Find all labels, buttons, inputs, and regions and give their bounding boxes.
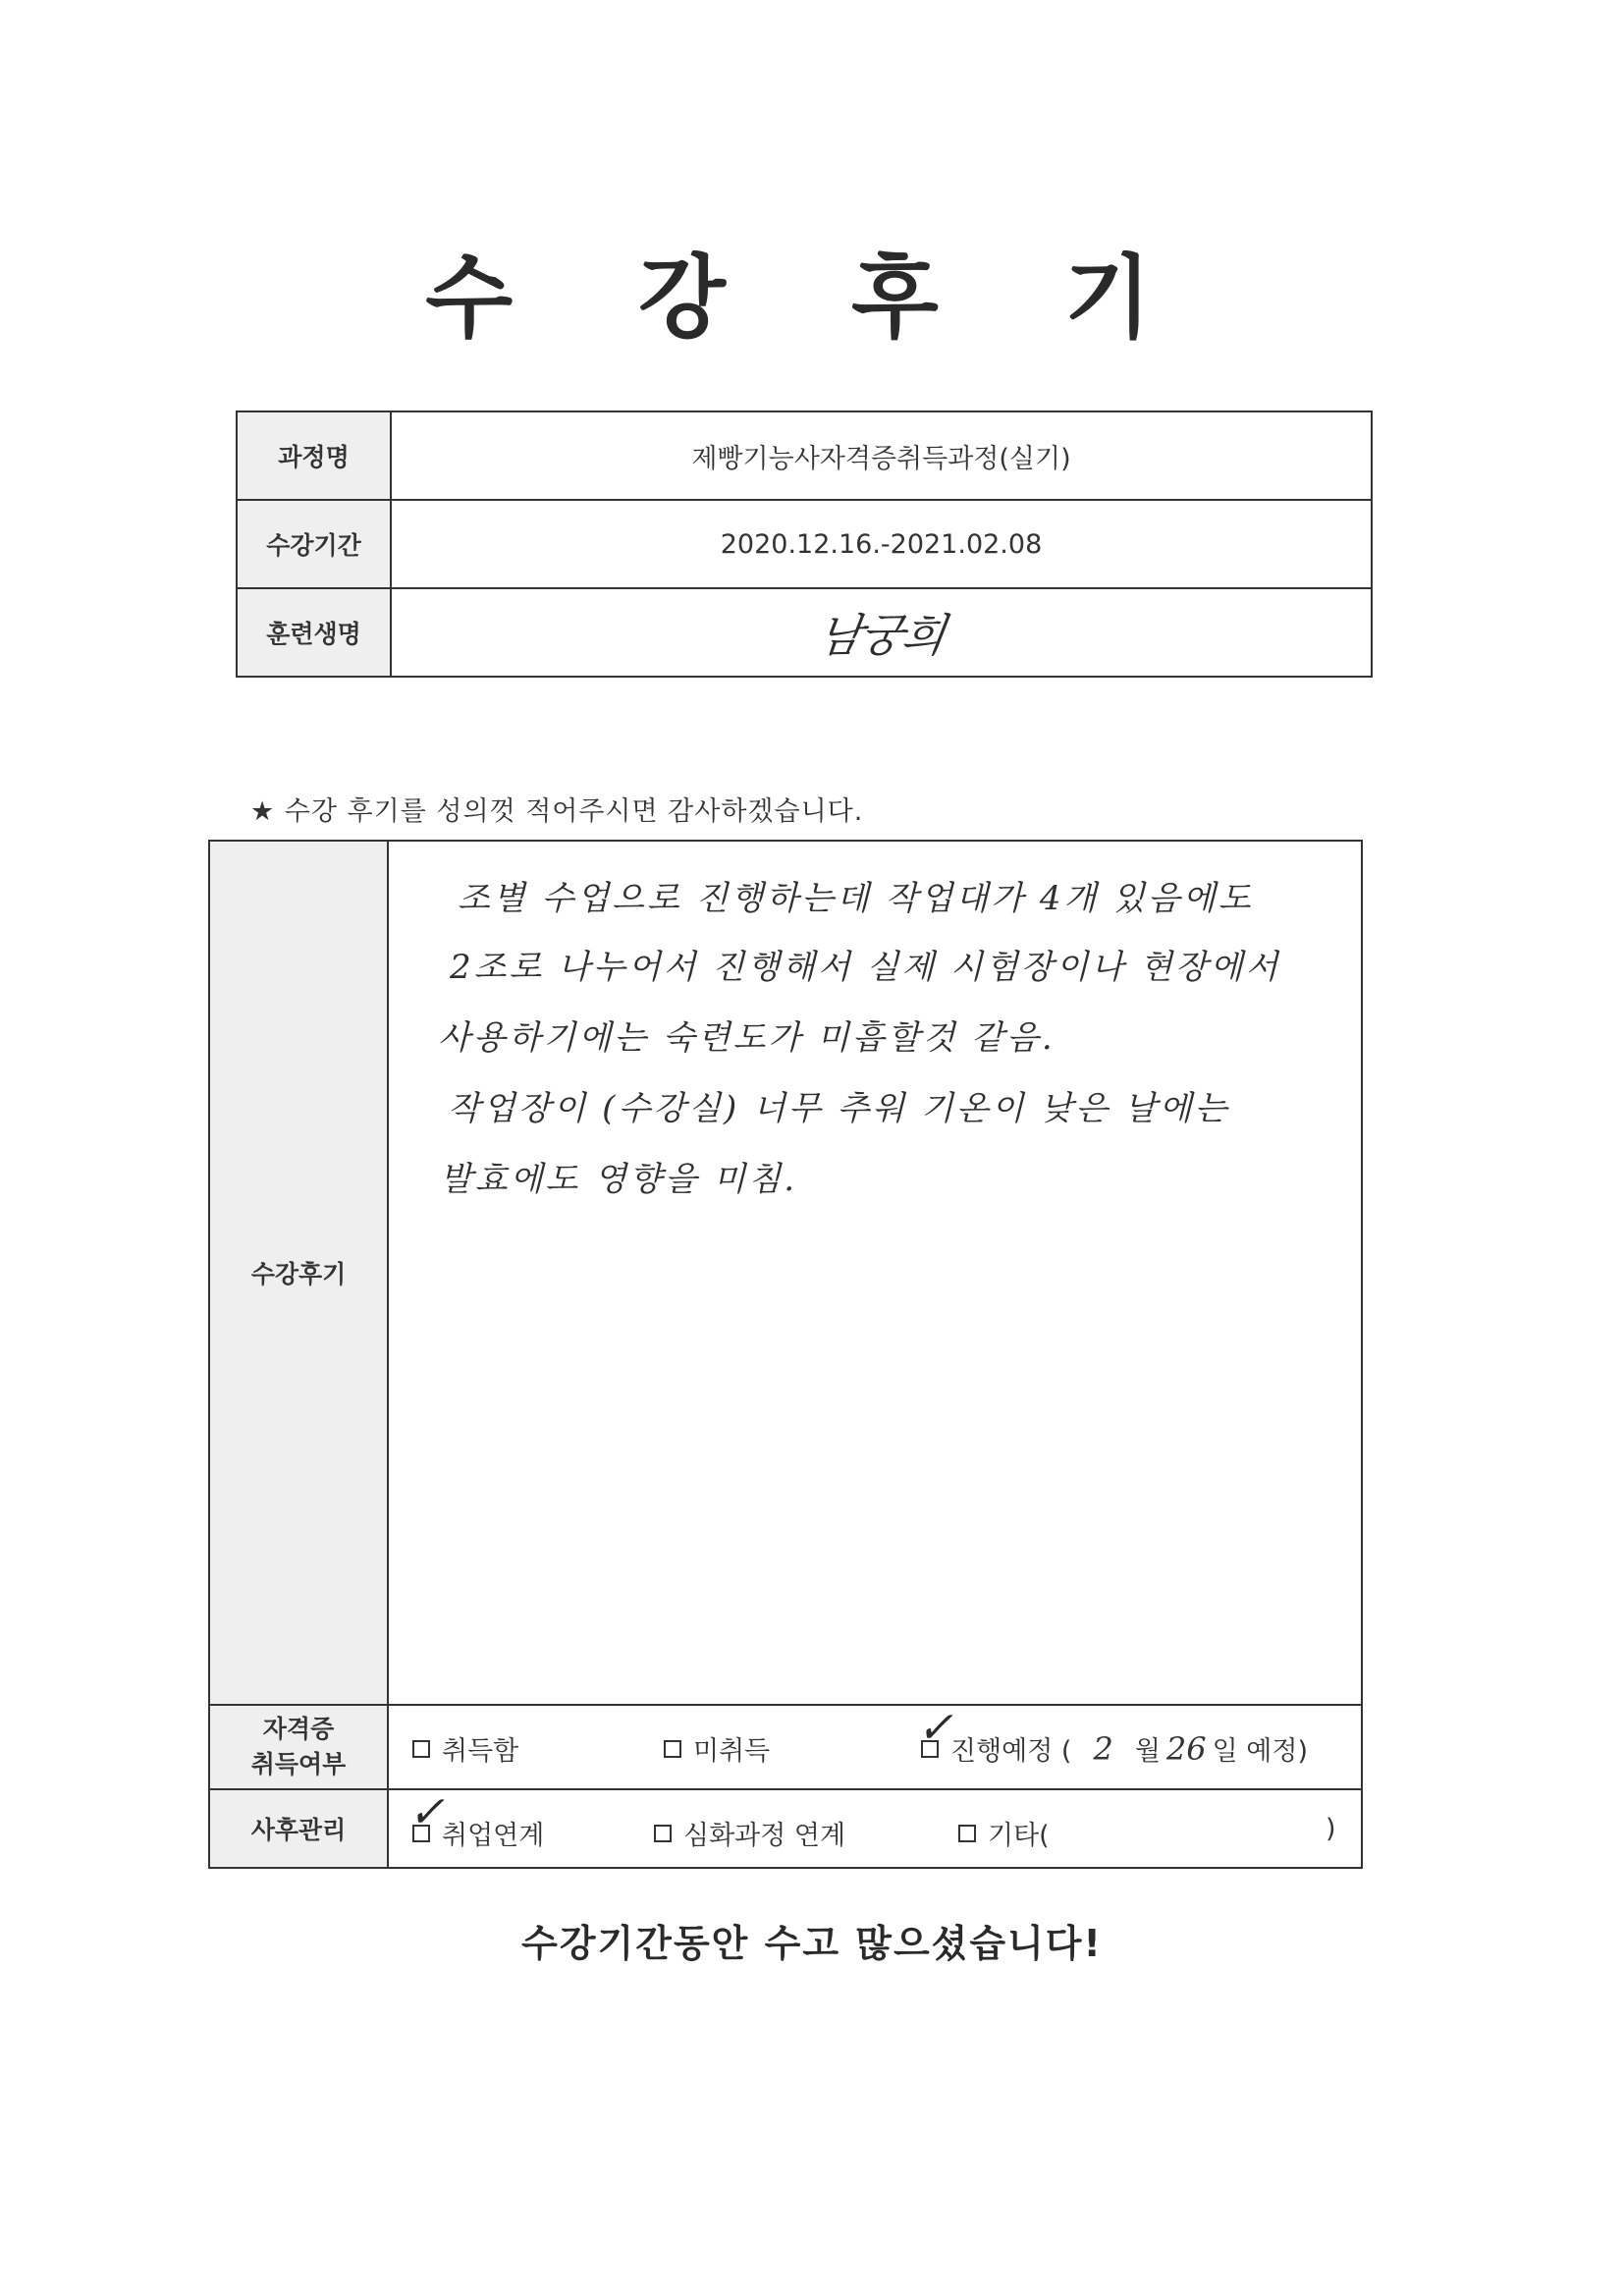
certificate-label-line1: 자격증 — [262, 1715, 335, 1743]
option-label: 진행예정 ( — [950, 1736, 1072, 1767]
course-info-table — [236, 410, 1373, 678]
closing-message: 수강기간동안 수고 많으셨습니다! — [521, 1922, 1103, 1965]
month-unit: 월 — [1134, 1736, 1161, 1767]
certificate-option-acquired[interactable] — [412, 1729, 518, 1768]
review-body — [388, 841, 1362, 1705]
checkbox-icon[interactable] — [958, 1825, 976, 1842]
checkbox-icon[interactable] — [408, 1787, 445, 1842]
planned-month-value: 2 — [1093, 1730, 1113, 1768]
review-table — [208, 840, 1363, 1869]
document-title: 수 강 후 기 — [425, 246, 1199, 351]
trainee-name-cell — [391, 588, 1372, 677]
course-period-label: 수강기간 — [237, 500, 391, 588]
followup-other-close: ) — [1326, 1814, 1336, 1844]
planned-day-value: 26 — [1165, 1730, 1207, 1768]
certificate-label — [209, 1705, 388, 1789]
certificate-option-not-acquired[interactable] — [664, 1729, 770, 1768]
course-name-label: 과정명 — [237, 411, 391, 500]
checkbox-icon[interactable] — [412, 1740, 430, 1758]
course-name-value: 제빵기능사자격증취득과정(실기) — [391, 411, 1372, 500]
checkmark-icon: ✓ — [917, 1703, 953, 1753]
certificate-option-planned[interactable] — [917, 1703, 1308, 1768]
followup-option-advanced-course[interactable] — [654, 1814, 845, 1852]
option-label: 기타( — [988, 1821, 1050, 1851]
certificate-options — [388, 1705, 1362, 1789]
followup-options — [388, 1789, 1362, 1868]
trainee-signature: 남궁희 — [814, 609, 947, 662]
day-suffix: 일 예정) — [1212, 1736, 1308, 1767]
option-label: 미취득 — [693, 1736, 771, 1767]
certificate-label-line2: 취득여부 — [250, 1750, 347, 1778]
review-line: 2조로 나누어서 진행해서 실제 시험장이나 현장에서 — [450, 948, 1281, 987]
option-label: 취업연계 — [442, 1821, 545, 1851]
checkmark-icon: ✓ — [408, 1787, 445, 1837]
followup-option-other[interactable] — [958, 1814, 1050, 1852]
followup-option-employment[interactable] — [408, 1787, 545, 1852]
checkbox-icon[interactable] — [654, 1825, 672, 1842]
followup-label: 사후관리 — [209, 1789, 388, 1868]
option-label: 심화과정 연계 — [683, 1821, 846, 1851]
instruction-note: ★ 수강 후기를 성의껏 적어주시면 감사하겠습니다. — [250, 796, 864, 827]
checkbox-icon[interactable] — [664, 1740, 681, 1758]
checkbox-icon[interactable] — [917, 1703, 953, 1758]
review-line: 사용하기에는 숙련도가 미흡할것 같음. — [438, 1018, 1056, 1058]
review-line: 작업장이 (수강실) 너무 추워 기온이 낮은 날에는 — [448, 1089, 1230, 1128]
trainee-name-label: 훈련생명 — [237, 588, 391, 677]
review-line: 발효에도 영향을 미침. — [440, 1160, 798, 1199]
course-period-value: 2020.12.16.-2021.02.08 — [391, 500, 1372, 588]
option-label: 취득함 — [442, 1736, 519, 1767]
review-label: 수강후기 — [209, 841, 388, 1705]
review-line: 조별 수업으로 진행하는데 작업대가 4개 있음에도 — [458, 879, 1254, 918]
